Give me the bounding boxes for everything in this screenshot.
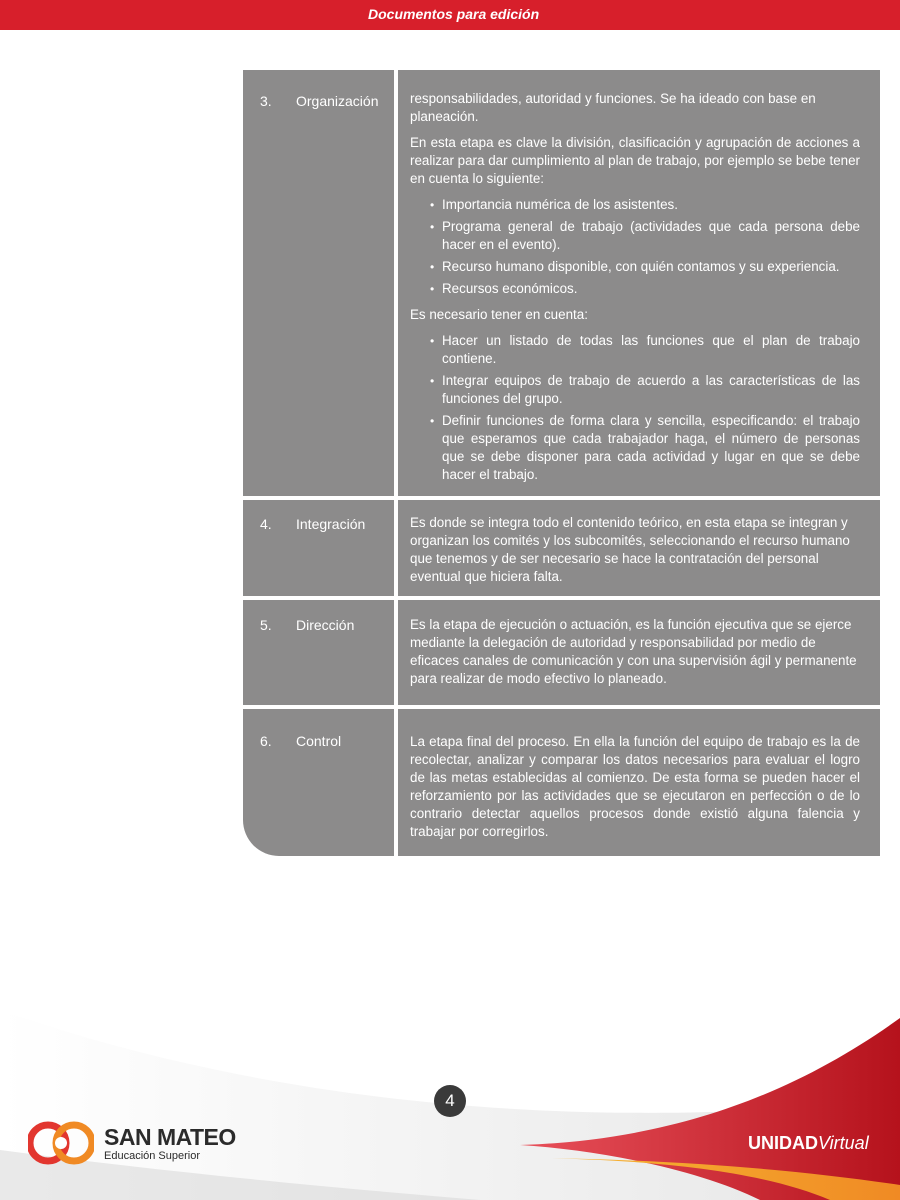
page-number-badge: 4 — [434, 1085, 466, 1117]
paragraph: responsabilidades, autoridad y funciones. Se ha ideado con base en planeación. — [410, 91, 816, 124]
stages-table — [243, 70, 880, 860]
stage-number: 5. — [260, 617, 272, 633]
stage-label: Dirección — [296, 617, 355, 633]
stage-label: Organización — [296, 93, 379, 109]
paragraph: Es donde se integra todo el contenido teórico, en esta etapa se integran y organizan los comités y los subcomités, seleccionando el recurso humano que tenemos y de ser necesario se hace la contratación del personal eventual que hiciera falta. — [410, 515, 850, 584]
stage-description — [398, 709, 880, 856]
san-mateo-logo-icon — [28, 1114, 94, 1172]
stage-description — [398, 600, 880, 705]
stage-label: Integración — [296, 516, 366, 532]
brand-subtitle: Educación Superior — [104, 1150, 201, 1162]
table-row — [243, 709, 880, 856]
stage-cell — [243, 600, 394, 705]
list-item: • Importancia numérica de los asistentes. — [430, 196, 860, 214]
stage-description — [398, 70, 880, 496]
paragraph: Es necesario tener en cuenta: — [410, 307, 588, 322]
stage-description — [398, 500, 880, 596]
stage-label: Control — [296, 733, 342, 749]
stage-number: 6. — [260, 733, 272, 749]
list-item: • Programa general de trabajo (actividades que cada persona debe hacer en el evento). — [430, 218, 860, 254]
table-row — [243, 70, 880, 496]
unidad-virtual-logo — [748, 1133, 869, 1154]
table-row — [243, 500, 880, 596]
stage-cell — [243, 70, 394, 496]
paragraph: La etapa final del proceso. En ella la función del equipo de trabajo es la de recolectar, analizar y comparar los datos necesarios para evaluar el logro de las metas establecidas al comienzo. De esta forma se pueden hacer el reforzamiento por las actividades que se ejecutaron en perfección o de lo contrario detectar aquellos procesos donde existió alguna falencia y trabajar por corregirlos. — [410, 734, 860, 839]
brand-name: SAN MATEO — [104, 1124, 236, 1150]
banner-title: Documentos para edición — [368, 6, 540, 22]
list-item: • Definir funciones de forma clara y sencilla, especificando: el trabajo que esperamos que cada trabajador haga, el número de personas que se debe disponer para cada actividad y lugar en que se debe hacer el trabajo. — [430, 412, 860, 484]
unit-light: Virtual — [818, 1133, 869, 1153]
bullet-list — [410, 196, 860, 298]
table-row — [243, 600, 880, 705]
list-item: • Recursos económicos. — [430, 280, 860, 298]
unit-bold: UNIDAD — [748, 1133, 818, 1153]
paragraph: En esta etapa es clave la división, clasificación y agrupación de acciones a realizar para dar cumplimiento al plan de trabajo, por ejemplo se bebe tener en cuenta lo siguiente: — [410, 135, 860, 186]
paragraph: Es la etapa de ejecución o actuación, es la función ejecutiva que se ejerce mediante la delegación de autoridad y responsabilidad por medio de eficaces canales de comunicación y con una supervisión ágil y permanente para realizar de modo efectivo lo planeado. — [410, 617, 857, 686]
stage-cell — [243, 500, 394, 596]
list-item: • Integrar equipos de trabajo de acuerdo a las características de las funciones del grupo. — [430, 372, 860, 408]
top-banner — [0, 0, 900, 30]
stage-number: 4. — [260, 516, 272, 532]
bullet-list — [410, 332, 860, 484]
list-item: • Recurso humano disponible, con quién contamos y su experiencia. — [430, 258, 860, 276]
stage-cell — [243, 709, 394, 856]
stage-number: 3. — [260, 93, 272, 109]
list-item: • Hacer un listado de todas las funciones que el plan de trabajo contiene. — [430, 332, 860, 368]
